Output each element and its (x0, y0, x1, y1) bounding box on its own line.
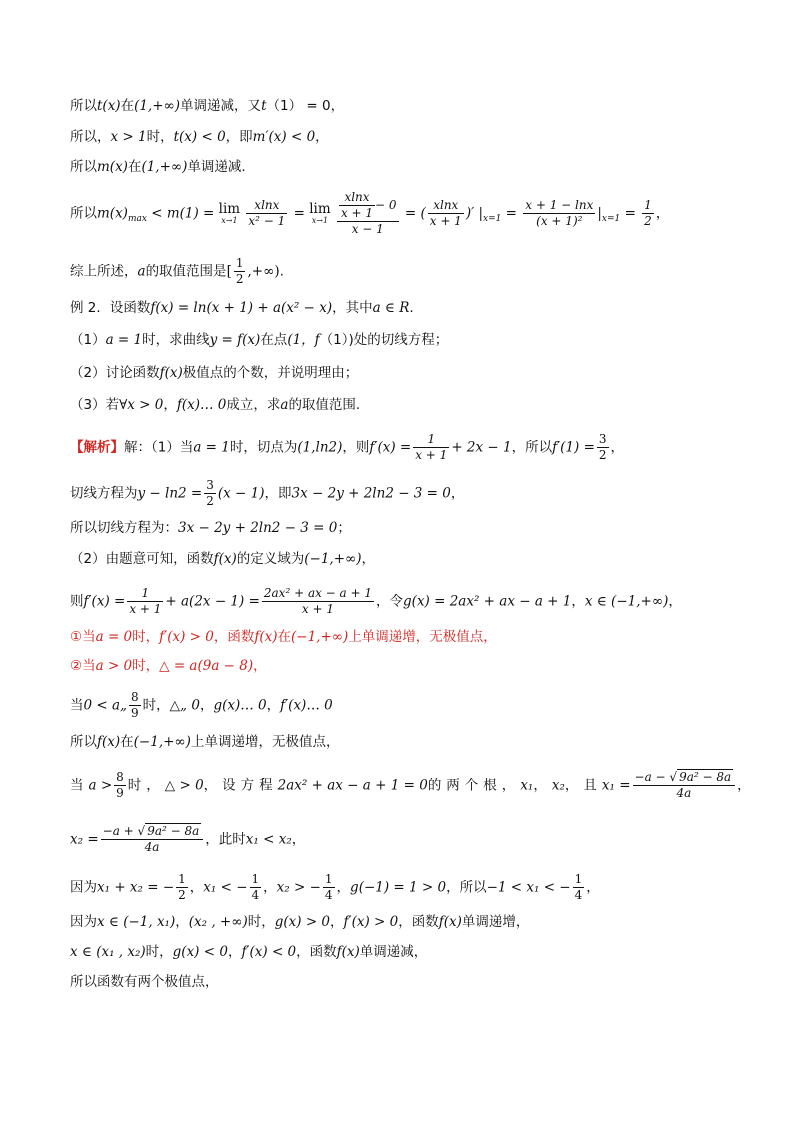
text: 在点 (260, 332, 288, 348)
fraction (250, 872, 262, 903)
math-expr: g(−1) = 1 > 0 (350, 879, 447, 896)
math-expr: ,+∞) (247, 263, 280, 280)
text: 单调递减. (187, 159, 246, 175)
denominator: 2 (206, 494, 214, 508)
math-expr: (1， (287, 332, 315, 348)
math-expr: f′(x)… 0 (280, 697, 333, 714)
text: 的取值范围. (288, 397, 361, 413)
math-expr: (1,ln2) (297, 439, 343, 456)
radicand: 9a² − 8a (147, 824, 200, 838)
math-expr: m(x) (97, 205, 128, 222)
fraction (413, 432, 449, 463)
text: （2）由题意可知，函数 (70, 551, 214, 567)
math-expr: f(x) (254, 629, 278, 645)
text: 时， (142, 697, 170, 714)
math-expr: f(x)… 0 (176, 397, 227, 413)
text: ， (175, 914, 189, 930)
math-expr: f(x) (213, 551, 237, 567)
math-expr: a = 1 (193, 439, 230, 456)
numerator: xlnx (428, 198, 464, 214)
text: 所以函数有两个极值点， (70, 974, 219, 990)
numerator: 1 (574, 872, 583, 886)
text: 上单调递增，无极值点， (348, 629, 497, 645)
text: ①当 (70, 629, 96, 645)
text-line-14 (70, 586, 682, 617)
numerator: 3 (206, 478, 214, 492)
math-expr: y = f(x) (209, 332, 261, 348)
text-line-1 (70, 96, 344, 116)
numerator: 8 (116, 770, 124, 784)
text-line-22 (70, 912, 529, 932)
text: （1） (70, 332, 106, 348)
text-line-19 (70, 770, 751, 801)
text: 的取值范围是 (145, 263, 227, 280)
text: ， (253, 658, 267, 674)
lim-sub: x→1 (311, 216, 329, 225)
fraction (323, 872, 335, 903)
radicand: 9a² − 8a (679, 770, 732, 784)
numerator: xlnx (246, 198, 287, 214)
fraction (428, 198, 464, 229)
text: 所以 (70, 734, 97, 750)
text-line-18 (70, 732, 339, 752)
text: 在 (127, 159, 142, 175)
math-expr: (−1,+∞) (304, 551, 362, 567)
math-expr: 2ax² + ax − a + 1 = 0 (277, 777, 428, 794)
math-expr: = (293, 205, 305, 222)
numerator: 1 (644, 198, 652, 212)
math-expr: a = 0 (95, 629, 133, 645)
denominator: 2 (178, 888, 186, 902)
text: 所以 (70, 205, 97, 222)
numerator: 3 (598, 432, 607, 446)
denominator: x + 1 (429, 214, 462, 228)
text-line-4-limit (70, 190, 669, 237)
text: ， (199, 697, 214, 714)
math-expr: f(x) (97, 734, 121, 750)
math-expr: = (505, 205, 517, 222)
denominator: 4 (574, 888, 583, 902)
denominator: x + 1 (301, 602, 334, 616)
denominator: 9 (116, 786, 124, 800)
text-line-11 (70, 478, 464, 509)
text-line-12 (70, 518, 351, 538)
math-expr: y − ln2 = (137, 485, 203, 502)
math-expr: f′(x) > 0 (343, 914, 399, 930)
math-expr: f(x) (438, 914, 462, 930)
text: ，即 (264, 485, 292, 502)
text: （1）)处的切线方程； (319, 332, 449, 348)
text: 时，切点为 (229, 439, 298, 456)
text: 切线方程为 (70, 485, 138, 502)
text: ，其中 (332, 300, 373, 316)
math-expr: t(x) (97, 98, 121, 114)
text: 例 2．设函数 (70, 300, 151, 316)
text-line-2 (70, 127, 329, 147)
lim-sub: x→1 (221, 216, 238, 225)
text: ， (315, 129, 329, 145)
subscript: x=1 (483, 214, 502, 225)
math-expr: x₁ < − (203, 879, 248, 896)
math-expr: f′(x) = (369, 439, 412, 456)
text: 在 (120, 734, 134, 750)
text: 时， (247, 914, 275, 930)
math-expr: [ (226, 263, 232, 280)
math-expr: f′(1) = (552, 439, 595, 456)
math-expr: △ > 0 (164, 777, 204, 794)
text: 单调递增， (461, 914, 530, 930)
denominator: 2 (235, 272, 244, 286)
text-line-13 (70, 549, 375, 569)
text: ， (533, 777, 552, 794)
math-expr: f′(x) = (83, 593, 126, 610)
fraction (597, 432, 609, 463)
text: 解：（1）当 (124, 439, 194, 456)
text: ，所以 (446, 879, 487, 896)
text: ， (163, 397, 177, 413)
text: 在 (277, 629, 292, 645)
text: 因为 (70, 879, 97, 896)
text: 的两个根， (427, 777, 521, 794)
text-line-7 (70, 330, 448, 350)
text: ， (668, 593, 682, 610)
text: ， (227, 944, 242, 960)
math-expr: t (261, 98, 267, 114)
text: 的定义域为 (236, 551, 305, 567)
text-line-24 (70, 972, 219, 992)
text: ， (610, 439, 625, 456)
math-expr: 3x − 2y + 2ln2 − 3 = 0 (178, 520, 338, 536)
text: ，且 (564, 777, 602, 794)
numerator: 1 (251, 872, 260, 886)
denominator: 9 (131, 706, 139, 720)
numerator (337, 190, 399, 222)
math-expr: f′(x) > 0 (159, 629, 214, 645)
text: ， (571, 593, 585, 610)
math-expr: (x₂ , +∞) (188, 914, 248, 930)
text: 当 (70, 697, 84, 714)
text: 时， (145, 944, 173, 960)
text: ， (655, 205, 670, 222)
text: ，函数 (296, 944, 337, 960)
math-expr: △„ 0 (169, 697, 200, 714)
text-line-23 (70, 942, 427, 962)
math-expr: (−1,+∞) (291, 629, 349, 645)
math-expr: (1,+∞) (141, 159, 188, 175)
math-expr: f′(x) < 0 (241, 944, 297, 960)
math-expr: < m(1) = (151, 205, 215, 222)
text: ， (586, 879, 600, 896)
text: ，令 (376, 593, 404, 610)
text-line-17 (70, 690, 333, 721)
text: 所以， (70, 129, 111, 145)
text: （3）若 (70, 397, 120, 413)
text: ； (337, 520, 351, 536)
fraction (573, 872, 585, 903)
text: ，则 (342, 439, 370, 456)
text: 时， (132, 658, 160, 674)
text: ， (189, 879, 204, 896)
math-expr: g(x) > 0 (274, 914, 331, 930)
math-expr: a > 0 (95, 658, 133, 674)
numerator: −a − √ 9a² − 8a (633, 770, 736, 786)
text: 因为 (70, 914, 97, 930)
text: 在 (120, 98, 135, 114)
numerator: x + 1 − lnx (525, 198, 594, 212)
text-line-20 (70, 824, 305, 855)
math-expr: g(x)… 0 (213, 697, 267, 714)
text: ， (291, 831, 306, 848)
math-expr: x₁ = (601, 777, 631, 794)
limit-operator (219, 202, 240, 225)
math-expr: 0 < a„ (83, 697, 128, 714)
math-expr: a > (88, 777, 113, 794)
fraction (246, 198, 287, 229)
text-line-16-case-2 (70, 656, 267, 676)
text: ， (336, 879, 351, 896)
text: ，设方程 (203, 777, 278, 794)
text: （2）讨论函数 (70, 365, 160, 381)
text: 时， (146, 129, 174, 145)
fraction (127, 586, 163, 617)
text-line-6-example (70, 298, 414, 318)
math-expr: x₂ = (70, 831, 99, 848)
fraction (114, 770, 126, 801)
math-expr: x₁ < x₂ (245, 831, 292, 848)
lim-text: lim (309, 201, 331, 217)
text: 极值点的个数，并说明理由； (182, 365, 359, 381)
math-expr: g(x) = 2ax² + ax − a + 1 (403, 593, 572, 610)
denominator: x − 1 (351, 222, 384, 236)
solution-tag: 【解析】 (70, 439, 124, 456)
numerator: xlnx (339, 190, 375, 206)
math-expr: a ∈ R (372, 300, 410, 316)
math-expr: − 0 (375, 198, 397, 212)
text: ， (737, 777, 751, 794)
denominator: 4 (251, 888, 260, 902)
text: 当 (70, 777, 89, 794)
subscript: max (127, 214, 147, 225)
math-expr: f(x) = ln(x + 1) + a(x² − x) (150, 300, 333, 316)
subscript: x=1 (601, 214, 621, 225)
fraction (176, 872, 188, 903)
math-expr: x₂ (551, 777, 565, 794)
text: . (409, 300, 414, 316)
text: . (279, 263, 284, 280)
numerator: 2ax² + ax − a + 1 (263, 586, 373, 600)
text: 所以 (70, 98, 97, 114)
denominator: (x + 1)² (536, 214, 583, 228)
numerator: −a + √ 9a² − 8a (101, 824, 204, 840)
math-expr: )′ | (465, 205, 483, 222)
fraction (234, 256, 246, 287)
text-line-15-case-1 (70, 627, 497, 647)
text-line-21 (70, 872, 600, 903)
fraction (633, 770, 736, 801)
fraction (642, 198, 654, 229)
math-expr: a = 1 (105, 332, 143, 348)
math-expr: = (624, 205, 636, 222)
denominator: x + 1 (340, 206, 374, 220)
denominator: 4 (324, 888, 333, 902)
text: ，函数 (398, 914, 439, 930)
text: ， (450, 485, 465, 502)
denominator: 2 (644, 214, 652, 228)
text: 则 (70, 593, 84, 610)
numerator: 1 (413, 432, 449, 448)
math-expr: (1,+∞) (134, 98, 181, 114)
text: 单调递减， (359, 944, 428, 960)
denominator: 4a (144, 840, 160, 854)
math-expr: x ∈ (−1,+∞) (584, 593, 669, 610)
compound-fraction (337, 190, 399, 237)
fraction (262, 586, 374, 617)
text: 单调递减，又 (180, 98, 262, 114)
text-line-8 (70, 363, 358, 383)
math-expr: f (314, 332, 320, 348)
text: ， (330, 914, 344, 930)
numerator: 8 (131, 690, 139, 704)
text: 时， (127, 777, 165, 794)
text: ，此时 (205, 831, 246, 848)
fraction (101, 824, 204, 855)
fraction (204, 478, 216, 509)
math-expr: f(x) (159, 365, 183, 381)
math-expr: f(x) (336, 944, 360, 960)
math-expr: + a(2x − 1) = (165, 593, 260, 610)
math-expr: | (597, 205, 602, 222)
denominator: 2 (598, 448, 607, 462)
numerator: 1 (324, 872, 333, 886)
limit-operator (309, 202, 330, 225)
math-expr: ∀x > 0 (119, 397, 164, 413)
math-expr: t(x) < 0 (173, 129, 226, 145)
denominator: x + 1 (415, 448, 448, 462)
text: （1） = 0， (266, 98, 345, 114)
numerator: 1 (127, 586, 163, 602)
math-expr: 3x − 2y + 2ln2 − 3 = 0 (291, 485, 451, 502)
lim-text: lim (218, 201, 241, 217)
text: 上单调递增，无极值点， (190, 734, 340, 750)
text: 所以切线方程为： (70, 520, 178, 536)
text: 所以 (70, 159, 97, 175)
math-expr: x₁ + x₂ = − (97, 879, 175, 896)
denominator: x² − 1 (248, 214, 286, 228)
math-expr: −a − (634, 770, 670, 784)
denominator: 4a (676, 786, 692, 800)
fraction (339, 190, 375, 221)
math-expr: x₁ (520, 777, 534, 794)
text: ，所以 (511, 439, 553, 456)
math-expr: △ = a(9a − 8) (159, 658, 254, 674)
math-expr: (−1,+∞) (133, 734, 191, 750)
text-line-3 (70, 157, 246, 177)
math-expr: + 2x − 1 (451, 439, 512, 456)
text: ，即 (225, 129, 253, 145)
text: 时， (132, 629, 160, 645)
text: 综上所述， (70, 263, 138, 280)
denominator: x + 1 (129, 602, 162, 616)
math-expr: −1 < x₁ < − (486, 879, 571, 896)
text: ②当 (70, 658, 96, 674)
text: 时，求曲线 (142, 332, 210, 348)
math-expr: g(x) < 0 (172, 944, 228, 960)
fraction (523, 198, 595, 229)
numerator: 1 (235, 256, 244, 270)
text: 成立，求 (226, 397, 281, 413)
math-expr: m(x) (97, 159, 128, 175)
math-expr: −a + (102, 824, 138, 838)
math-expr: (x − 1) (217, 485, 265, 502)
text-line-5 (70, 256, 284, 287)
math-expr: m′(x) < 0 (252, 129, 316, 145)
text: ， (266, 697, 281, 714)
math-expr: x ∈ (−1, x₁) (97, 914, 176, 930)
text-line-10-solution (70, 432, 624, 463)
text-line-9 (70, 395, 360, 415)
math-expr: x₂ > − (276, 879, 321, 896)
text: ， (263, 879, 277, 896)
text: ， (361, 551, 376, 567)
math-expr: x ∈ (x₁ , x₂) (70, 944, 146, 960)
math-expr: a (280, 397, 289, 413)
text: ，函数 (213, 629, 255, 645)
fraction (129, 690, 141, 721)
numerator: 1 (178, 872, 186, 886)
math-expr: x > 1 (110, 129, 147, 145)
math-expr: = ( (404, 205, 426, 222)
math-expr: a (137, 263, 146, 280)
